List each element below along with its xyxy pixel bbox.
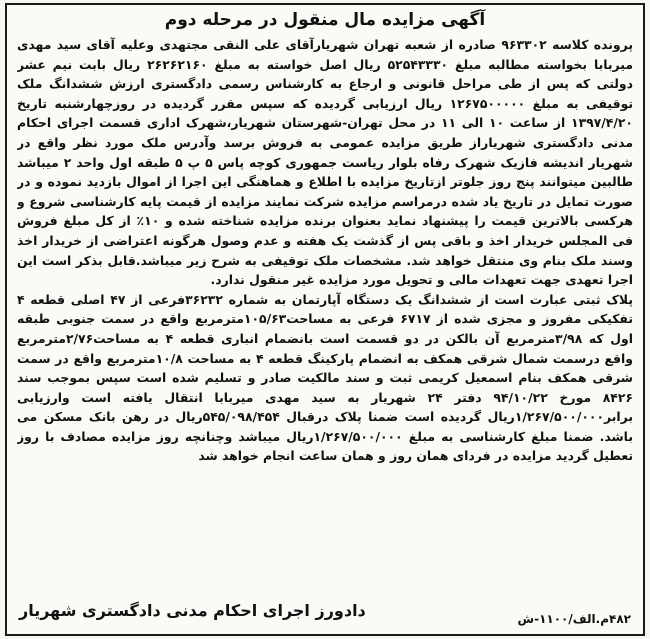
notice-body <box>17 35 633 600</box>
notice-title: آگهی مزایده مال منقول در مرحله دوم <box>164 10 486 30</box>
notice-frame <box>5 3 645 636</box>
signature-line: دادورز اجرای احکام مدنی دادگستری شهریار <box>19 601 366 620</box>
reference-number: ۴۸۲م.الف/۱۱۰۰-ش <box>517 612 631 626</box>
notice-paragraph-1: پرونده کلاسه ۹۶۳۳۰۲ صادره از شعبه تهران شهریارآقای علی النقی مجتهدی وعلیه آقای سید مهدی میربابا بخواسته مطالبه مبلغ ۵۲۵۴۳۳۳۰ ریال اصل خواسته به مبلغ ۲۶۲۶۲۱۶۰ ریال بابت نیم عشر دولتی که پس از طی مراحل قانونی و ارجاع به کارشناس رسمی دادگستری ارزش ششدانگ ملک توقیفی به مبلغ ۱۲۶۷۵۰۰۰۰۰ ریال ارزیابی گردیده که سپس مقرر گردیده در روزچهارشنبه تاریخ ۱۳۹۷/۴/۲۰ از ساعت ۱۰ الی ۱۱ در محل تهران-شهرستان شهریار،شهرک اداری قسمت اجرای احکام مدنی دادگستری شهریاراز طریق مزایده عمومی به فروش برسد وآدرس ملک مورد نظر واقع در شهریار اندیشه فازیک شهرک رفاه بلوار ریاست جمهوری کوچه پاس ۵ پ ۵ طبقه اول واحد ۲ میباشد طالبین میتوانند پنج روز جلوتر ازتاریخ مزایده با اطلاع و هماهنگی این اجرا از اموال بازدید نموده و در صورت تمایل در تاریخ یاد شده درمراسم مزایده شرکت نمایند مزایده از قیمت پایه کارشناسی شروع و هرکسی بالاترین قیمت را پیشنهاد نماید بعنوان برنده مزایده شناخته شده و ۱۰٪ از کل مبلغ فروش فی المجلس خریدار اخذ و باقی پس از گذشت یک هفته و عدم وصول هرگونه اعتراضی از خریدار اخذ وسند ملک بنام وی منتقل خواهد شد. مشخصات ملک توقیفی به شرح زیر میباشد.قابل بذکر است این اجرا تعهدی جهت تعهدات مالی و تحویل مورد مزایده غیر منقول ندارد. <box>17 37 633 288</box>
notice-paragraph-2: پلاک ثبتی عبارت است از ششدانگ یک دستگاه آپارتمان به شماره ۳۶۲۳۲فرعی از ۴۷ اصلی قطعه ۴ تفکیکی مفروز و مجزی شده از ۶۷۱۷ فرعی به مساحت۱۰۵/۶۳مترمربع واقع در سمت جنوبی طبقه اول که ۳/۹۸مترمربع آن بالکن در دو قسمت است بانضمام انباری قطعه ۴ به مساحت۲/۷۶مترمربع واقع درسمت شمال شرقی همکف به انضمام پارکینگ قطعه ۴ به مساحت ۱۰/۸مترمربع واقع در سمت شرقی همکف بنام اسمعیل کریمی ثبت و سند مالکیت صادر و تسلیم شده است سپس بموجب سند ۸۴۲۶ مورخ ۹۴/۱۰/۲۲ دفتر ۲۴ شهریار به سید مهدی میربابا انتقال یافته است وارزیابی برابر۱/۲۶۷/۵۰۰/۰۰۰ریال گردیده است ضمنا پلاک درقبال ۵۴۵/۰۹۸/۴۵۴ریال در رهن بانک مسکن می باشد. ضمنا مبلغ کارشناسی به مبلغ ۱/۲۶۷/۵۰۰/۰۰۰ریال میباشد وچنانچه روز مزایده مصادف با روز تعطیل گردید مزایده در فردای همان روز و همان ساعت انجام خواهد شد <box>17 291 633 464</box>
notice-footer <box>19 600 631 630</box>
